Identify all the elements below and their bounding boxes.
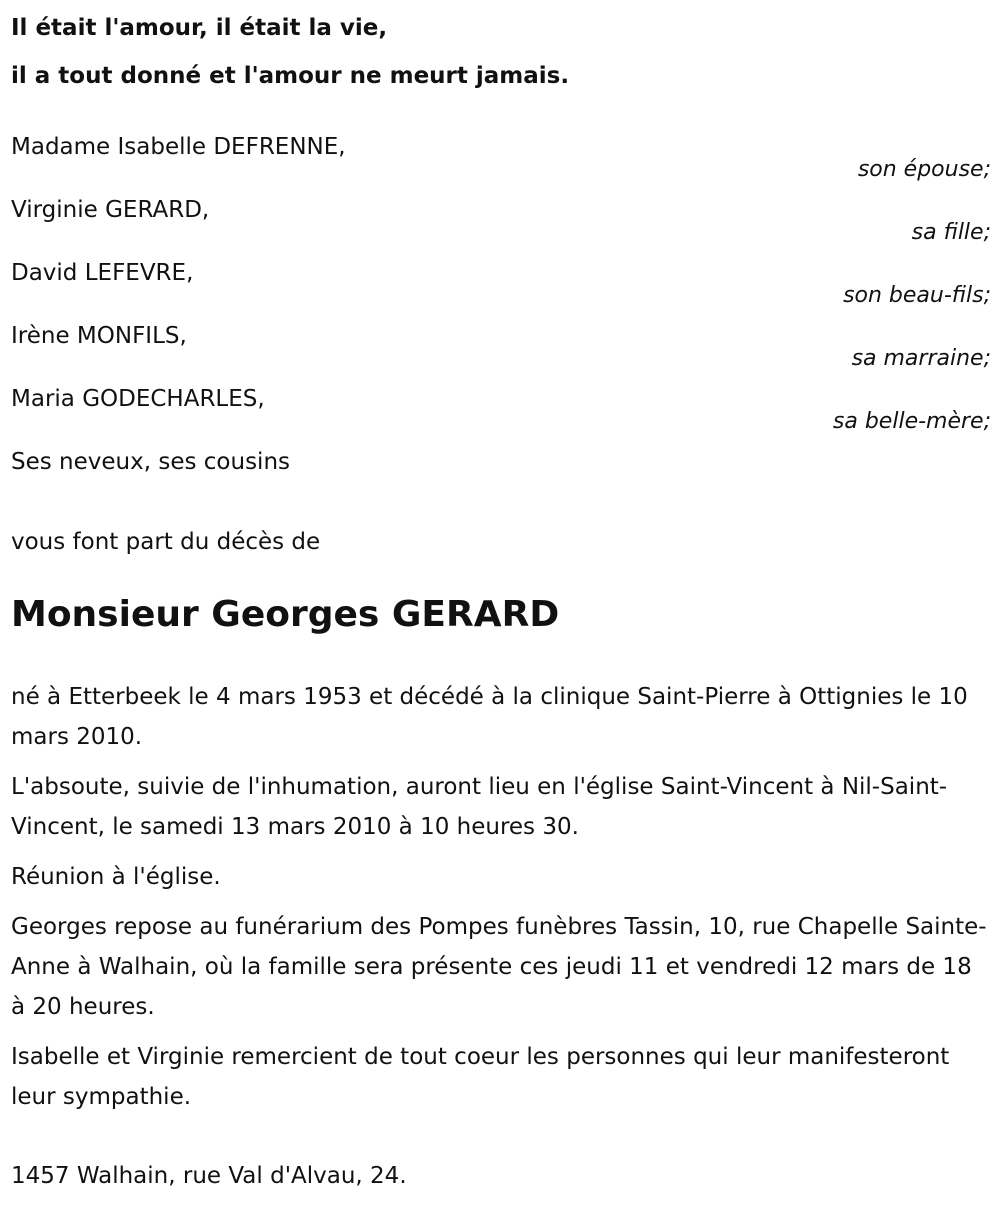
obituary-notice [11,0,991,1230]
family-member [11,435,991,477]
paragraph-birth-death: né à Etterbeek le 4 mars 1953 et décédé à la clinique Saint-Pierre à Ottignies le 10 mars 2010. [11,684,968,750]
paragraph-ceremony: L'absoute, suivie de l'inhumation, auront lieu en l'église Saint-Vincent à Nil-Saint-Vincent, le samedi 13 mars 2010 à 10 heures 30. [11,774,948,840]
epigraph [11,0,991,100]
family-member-relation: son épouse; [857,157,991,182]
deceased-name: Monsieur Georges GERARD [11,594,560,635]
family-member-relation: sa marraine; [851,346,991,371]
family-member [11,372,991,435]
epigraph-line-1: Il était l'amour, il était la vie, [11,15,388,41]
family-member [11,183,991,246]
family-list [11,120,991,477]
family-member-relation: sa fille; [911,220,991,245]
paragraph-funerarium: Georges repose au funérarium des Pompes funèbres Tassin, 10, rue Chapelle Sainte-Anne à Walhain, où la famille sera présente ces jeudi 11 et vendredi 12 mars de 18 à 20 heures. [11,914,987,1020]
family-member-name: Virginie GERARD, [11,197,210,223]
epigraph-line-2: il a tout donné et l'amour ne meurt jamais. [11,63,570,89]
details [11,677,991,1117]
family-member-name: Maria GODECHARLES, [11,386,265,412]
family-member-relation: sa belle-mère; [832,409,991,434]
paragraph-thanks: Isabelle et Virginie remercient de tout coeur les personnes qui leur manifesteront leur sympathie. [11,1044,950,1110]
paragraph-gathering: Réunion à l'église. [11,864,221,890]
family-member [11,309,991,372]
family-member-name: Madame Isabelle DEFRENNE, [11,134,346,160]
family-member-name: David LEFEVRE, [11,260,194,286]
family-member-relation: son beau-fils; [843,283,991,308]
family-member-name: Irène MONFILS, [11,323,187,349]
family-member-name: Ses neveux, ses cousins [11,449,290,475]
announcement: vous font part du décès de [11,529,321,555]
family-member [11,246,991,309]
family-member [11,120,991,183]
address: 1457 Walhain, rue Val d'Alvau, 24. [11,1163,407,1189]
